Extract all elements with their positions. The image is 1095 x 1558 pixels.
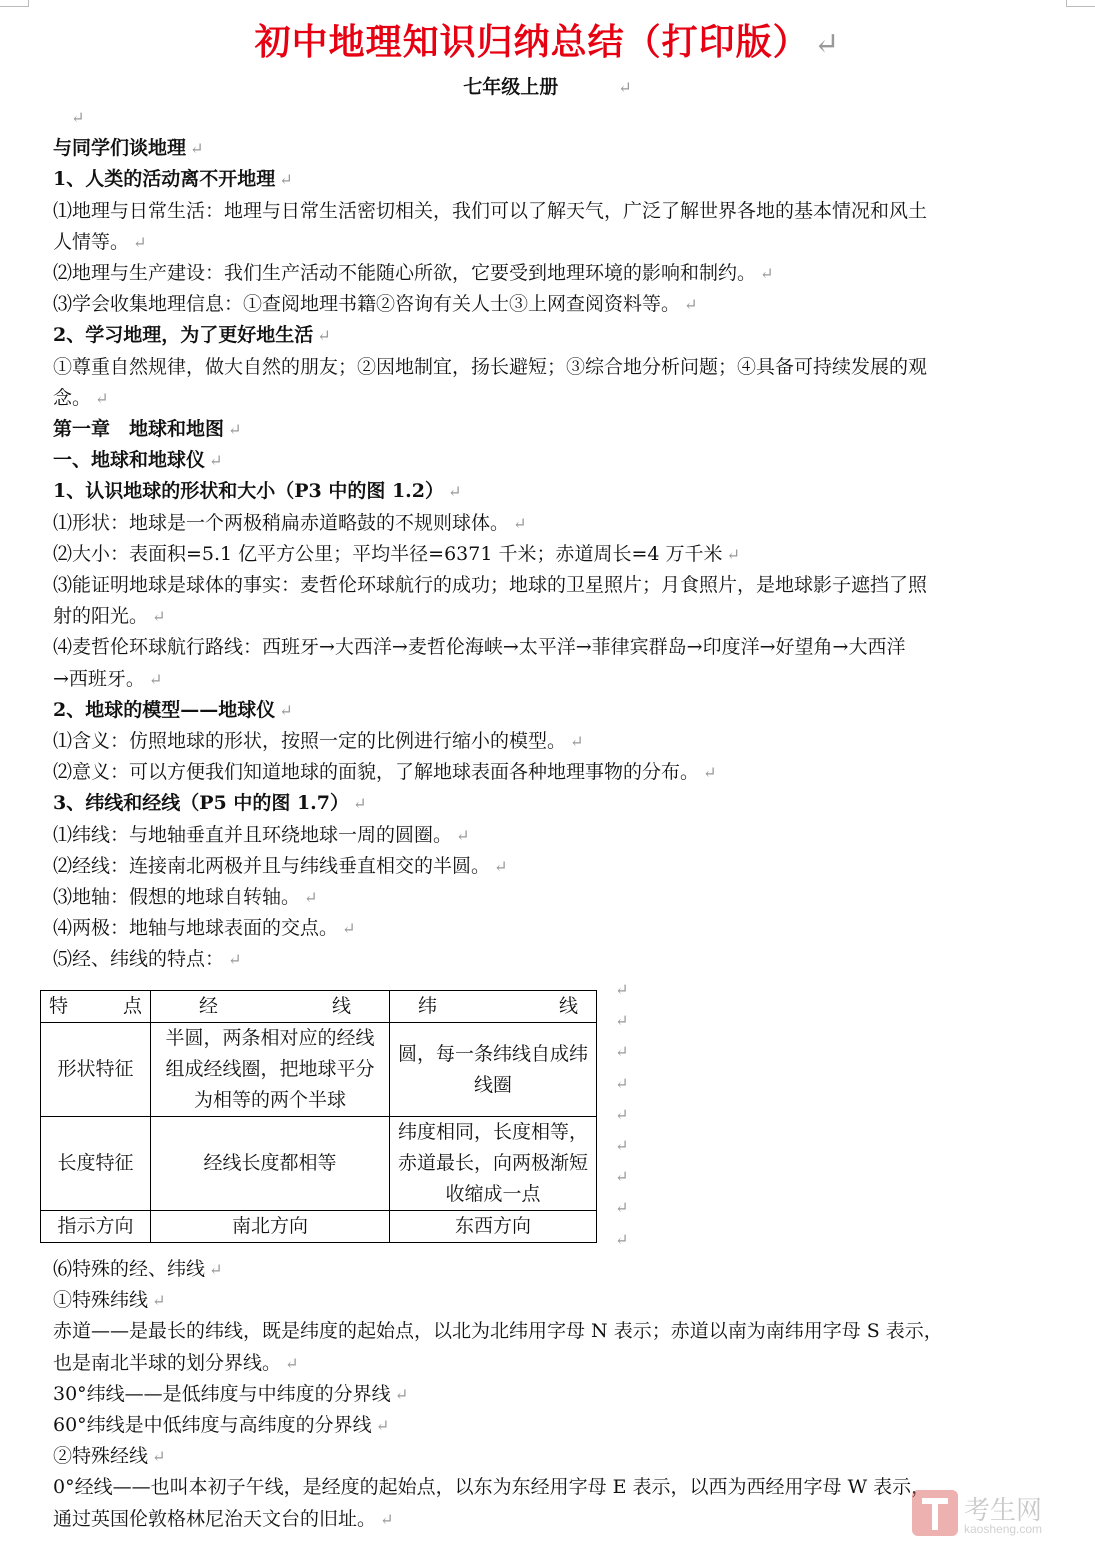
text-line: →西班牙。 ↵	[53, 667, 163, 690]
text-line: 0°经线——也叫本初子午线，是经度的起始点，以东为东经用字母 E 表示，以西为西经用字母 W 表示，	[53, 1476, 931, 1499]
row-label: 指示方向	[41, 1211, 151, 1243]
text-line: ⑵地理与生产建设：我们生产活动不能随心所欲，它要受到地理环境的影响和制约。 ↵	[53, 262, 774, 284]
text-line: ⑴地理与日常生活：地理与日常生活密切相关，我们可以了解天气，广泛了解世界各地的基本情况和风土	[53, 199, 928, 222]
text-line: 30°纬线——是低纬度与中纬度的分界线 ↵	[53, 1382, 409, 1405]
meridian-cell: 南北方向	[151, 1211, 390, 1243]
table-header-row	[41, 991, 597, 1023]
text-line: 射的阳光。 ↵	[53, 605, 166, 628]
text-line: ⑵意义：可以方便我们知道地球的面貌，了解地球表面各种地理事物的分布。 ↵	[53, 761, 717, 784]
text-section-1	[53, 102, 1023, 976]
text-line: ⑹特殊的经、纬线 ↵	[53, 1258, 223, 1280]
page-corner-mark	[0, 0, 29, 7]
row-label: 形状特征	[41, 1023, 151, 1117]
section-heading: 2、学习地理，为了更好地生活 ↵	[53, 324, 331, 347]
table-header-cell: 特 点	[49, 995, 142, 1017]
paragraph-mark: ↵	[279, 700, 293, 720]
paragraph-mark: ↵	[228, 420, 242, 440]
parallel-cell: 纬度相同，长度相等，赤道最长，向两极渐短收缩成一点	[390, 1117, 597, 1211]
paragraph-mark: ↵	[209, 1260, 223, 1279]
text-line: ⑴含义：仿照地球的形状，按照一定的比例进行缩小的模型。 ↵	[53, 730, 584, 753]
paragraph-mark: ↵	[726, 544, 741, 564]
section-heading: 一、地球和地球仪 ↵	[53, 449, 223, 472]
table-row	[41, 1211, 597, 1243]
text-line: ⑵大小：表面积=5.1 亿平方公里；平均半径=6371 千米；赤道周长=4 万千米 ↵	[53, 542, 741, 565]
paragraph-mark: ↵	[152, 1291, 166, 1311]
watermark-url: kaosheng.com	[964, 1522, 1043, 1536]
meridian-parallel-table	[40, 990, 597, 1243]
text-line: ⑴纬线：与地轴垂直并且环绕地球一周的圆圈。 ↵	[53, 823, 470, 846]
row-label: 长度特征	[41, 1117, 151, 1211]
paragraph-mark: ↵	[148, 669, 163, 689]
section-heading: 第一章 地球和地图 ↵	[53, 418, 242, 441]
parallel-cell: 东西方向	[390, 1211, 597, 1243]
paragraph-mark: ↵	[570, 732, 584, 752]
paragraph-mark: ↵	[615, 1011, 629, 1031]
paragraph-mark: ↵	[615, 1073, 629, 1093]
paragraph-mark: ↵	[615, 1104, 629, 1124]
text-line: ⑶能证明地球是球体的事实：麦哲伦环球航行的成功；地球的卫星照片；月食照片，是地球影子遮挡了照	[53, 574, 928, 597]
text-line: ⑶地轴：假想的地球自转轴。 ↵	[53, 886, 318, 909]
paragraph-mark: ↵	[456, 825, 470, 845]
paragraph-mark: ↵	[209, 451, 223, 471]
paragraph-mark: ↵	[95, 388, 109, 408]
text-line: ⑶学会收集地理信息：①查阅地理书籍②咨询有关人士③上网查阅资料等。 ↵	[53, 293, 698, 316]
text-line: ⑷麦哲伦环球航行路线：西班牙→大西洋→麦哲伦海峡→太平洋→菲律宾群岛→印度洋→好望角→大西洋	[53, 636, 906, 659]
text-section-2	[53, 1254, 1023, 1535]
paragraph-mark: ↵	[494, 856, 508, 876]
document-title: 初中地理知识归纳总结（打印版） ↵	[254, 21, 841, 63]
paragraph-mark: ↵	[394, 1384, 409, 1404]
watermark-brand: 考生网	[964, 1495, 1043, 1525]
text-line: 赤道——是最长的纬线，既是纬度的起始点，以北为北纬用字母 N 表示；赤道以南为南纬用字母 S 表示，	[53, 1320, 943, 1343]
paragraph-mark: ↵	[448, 482, 462, 502]
page-corner-mark	[1066, 0, 1095, 7]
paragraph-mark: ↵	[615, 1136, 629, 1155]
section-heading: 1、人类的活动离不开地理 ↵	[53, 168, 293, 191]
text-line: ⑸经、纬线的特点： ↵	[53, 948, 242, 971]
paragraph-mark: ↵	[190, 139, 204, 159]
section-heading: 与同学们谈地理 ↵	[53, 137, 204, 160]
paragraph-mark: ↵	[342, 919, 356, 939]
text-line: 也是南北半球的划分界线。 ↵	[53, 1351, 299, 1374]
text-line: ②特殊经线 ↵	[53, 1445, 166, 1468]
paragraph-mark: ↵	[760, 264, 774, 283]
parallel-cell: 圆，每一条纬线自成纬线圈	[390, 1023, 597, 1117]
section-heading: 3、纬线和经线（P5 中的图 1.7） ↵	[53, 792, 367, 815]
paragraph-mark: ↵	[380, 1509, 394, 1529]
section-heading: 2、地球的模型——地球仪 ↵	[53, 698, 293, 721]
table-header-cell: 经 线	[199, 995, 351, 1017]
paragraph-mark: ↵	[304, 888, 318, 908]
text-line: ⑵经线：连接南北两极并且与纬线垂直相交的半圆。 ↵	[53, 854, 508, 877]
table-row	[41, 1117, 597, 1211]
text-line: ①特殊纬线 ↵	[53, 1289, 166, 1312]
text-line: ⑴形状：地球是一个两极稍扁赤道略鼓的不规则球体。 ↵	[53, 511, 527, 534]
paragraph-mark: ↵	[703, 763, 717, 783]
text-line: ①尊重自然规律，做大自然的朋友；②因地制宜，扬长避短；③综合地分析问题；④具备可持续发展的观	[53, 355, 928, 378]
paragraph-mark: ↵	[684, 295, 698, 315]
meridian-cell: 经线长度都相等	[151, 1117, 390, 1211]
paragraph-mark: ↵	[317, 326, 331, 346]
text-line: 60°纬线是中低纬度与高纬度的分界线 ↵	[53, 1414, 390, 1437]
text-line: 通过英国伦敦格林尼治天文台的旧址。 ↵	[53, 1507, 394, 1530]
paragraph-mark: ↵	[375, 1416, 390, 1436]
meridian-cell: 半圆，两条相对应的经线组成经线圈，把地球平分为相等的两个半球	[151, 1023, 390, 1117]
blank-line: ↵	[71, 108, 85, 127]
paragraph-mark: ↵	[152, 607, 166, 627]
text-line: ⑷两极：地轴与地球表面的交点。 ↵	[53, 917, 356, 940]
paragraph-mark: ↵	[353, 794, 367, 814]
text-line: 念。 ↵	[53, 386, 109, 409]
paragraph-mark: ↵	[615, 1167, 629, 1187]
section-heading: 1、认识地球的形状和大小（P3 中的图 1.2） ↵	[53, 480, 462, 503]
watermark-logo-icon	[912, 1490, 958, 1536]
text-line: 人情等。 ↵	[53, 230, 147, 253]
paragraph-mark: ↵	[152, 1447, 166, 1467]
paragraph-mark: ↵	[133, 232, 147, 252]
document-subtitle: 七年级上册 ↵	[463, 76, 632, 98]
paragraph-mark: ↵	[228, 950, 242, 970]
watermark	[912, 1490, 1072, 1540]
table-header-cell: 纬 线	[418, 995, 578, 1017]
paragraph-mark: ↵	[285, 1353, 299, 1373]
paragraph-mark: ↵	[615, 980, 629, 999]
paragraph-mark: ↵	[279, 170, 293, 190]
paragraph-mark: ↵	[615, 1229, 629, 1249]
paragraph-mark: ↵	[615, 1042, 629, 1062]
paragraph-mark: ↵	[615, 1198, 629, 1218]
paragraph-mark: ↵	[513, 513, 527, 533]
table-row	[41, 1023, 597, 1117]
